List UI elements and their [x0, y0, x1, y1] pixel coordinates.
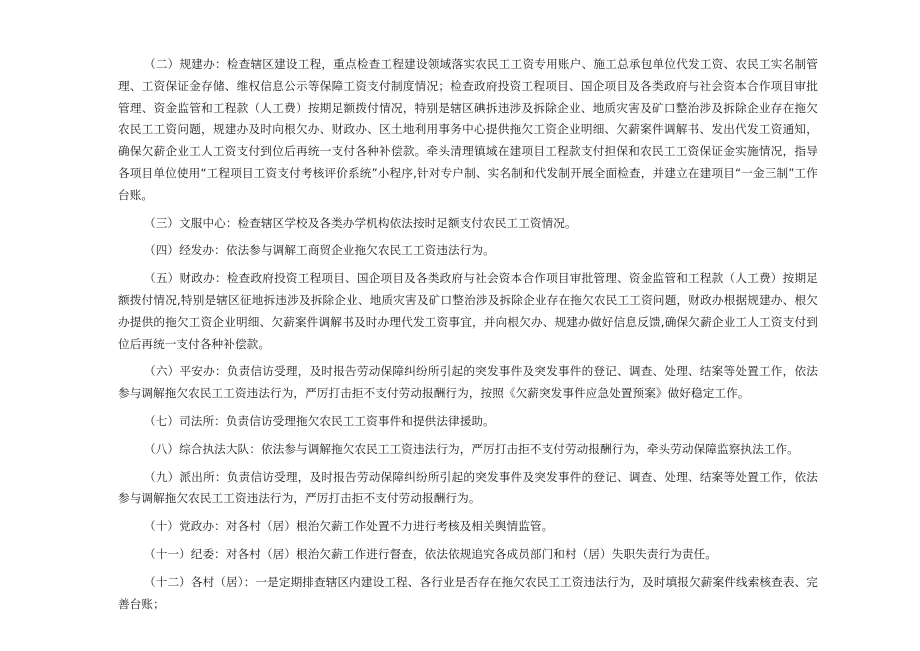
paragraph-police-station: （九）派出所：负责信访受理，及时报告劳动保障纠纷所引起的突发事件及突发事件的登记、调查、处理、结案等处置工作，依法参与调解拖欠农民工工资违法行为，严厉打击拒不支付劳动报酬行为。 [118, 469, 818, 506]
paragraph-guijian-office: （二）规建办：检查辖区建设工程，重点检查工程建设领域落实农民工工资专用账户、施工总承包单位代发工资、农民工实名制管理、工资保证金存储、维权信息公示等保障工资支付制度情况；检查政府投资工程项目、国企项目及各类政府与社会资本合作项目审批管理、资金监管和工程款（人工费）按期足额拨付情况，特别是辖区碘拆违涉及拆除企业、地质灾害及矿口整治涉及拆除企业存在拖欠农民工工资问题，规建办及时向根欠办、财政办、区土地利用事务中心提供拖欠工资企业明细、欠薪案件调解书、发出代发工资通知，确保欠薪企业工人工资支付到位后再统一支付各种补偿款。牵头清理镇域在建项目工程款支付担保和农民工工资保证金实施情况，指导各项目单位使用“工程项目工资支付考核评价系统”小程序,针对专户制、实名制和代发制开展全面检查，并建立在建项目“一金三制”工作台账。 [118, 57, 818, 202]
paragraph-law-enforcement: （八）综合执法大队：依法参与调解拖欠农民工工资违法行为，严厉打击拒不支付劳动报酬行为，牵头劳动保障监察执法工作。 [144, 441, 799, 456]
paragraph-wenfu-center: （三）文服中心：检查辖区学校及各类办学机构依法按时足额支付农民工工资情况。 [144, 215, 577, 230]
paragraph-jingfa-office: （四）经发办：依法参与调解工商贸企业拖欠农民工工资违法行为。 [144, 243, 495, 258]
paragraph-judicial-office: （七）司法所：负责信访受理拖欠农民工工资事件和提供法律援助。 [144, 413, 495, 428]
paragraph-villages: （十二）各村（居）：一是定期排查辖区内建设工程、各行业是否存在拖欠农民工工资违法行为，及时填报欠薪案件线索核查表、完善台账； [118, 574, 818, 611]
paragraph-finance-office: （五）财政办：检查政府投资工程项目、国企项目及各类政府与社会资本合作项目审批管理、资金监管和工程款（人工费）按期足额拨付情况,特别是辖区征地拆违涉及拆除企业、地质灾害及矿口整治涉及拆除企业存在拖欠农民工工资问题，财政办根据规建办、根欠办提供的拖欠工资企业明细、欠薪案件调解书及时办理代发工资事宜，并向根欠办、规建办做好信息反馈,确保欠薪企业工人工资支付到位后再统一支付各种补偿款。 [118, 271, 818, 351]
paragraph-discipline-committee: （十一）纪委：对各村（居）根治欠薪工作进行督查，依法依规追究各成员部门和村（居）失职失责行为责任。 [144, 546, 717, 561]
document-body [118, 54, 818, 621]
paragraph-party-office: （十）党政办：对各村（居）根治欠薪工作处置不力进行考核及相关舆情监管。 [144, 519, 554, 534]
paragraph-pingan-office: （六）平安办：负责信访受理，及时报告劳动保障纠纷所引起的突发事件及突发事件的登记、调查、处理、结案等处置工作，依法参与调解拖欠农民工工资违法行为，严厉打击拒不支付劳动报酬行为，按照《欠薪突发事件应急处置预案》做好稳定工作。 [118, 364, 818, 401]
